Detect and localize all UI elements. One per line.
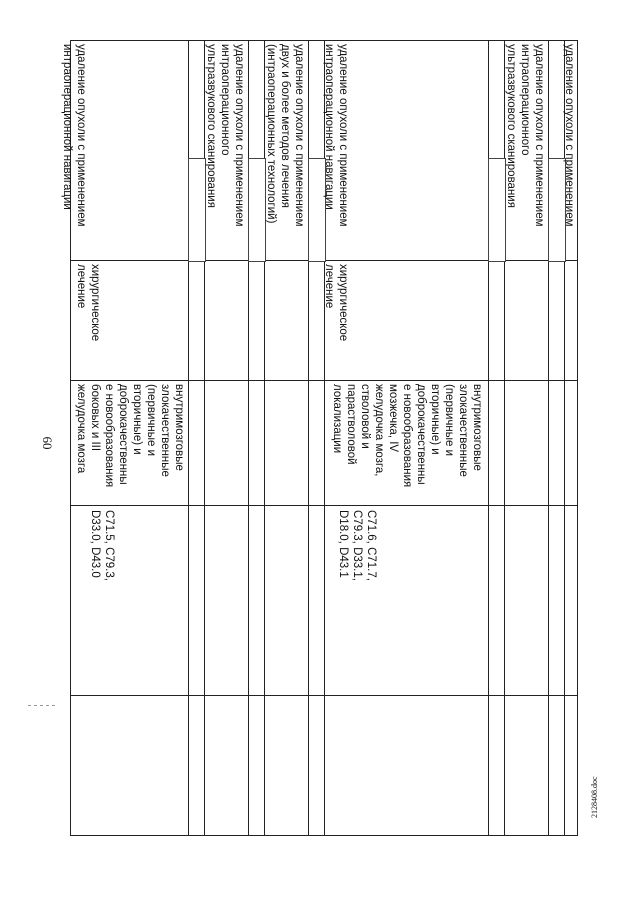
column-divider (70, 695, 578, 696)
row4-diagnosis: внутримозговые злокачественные (первичные и вторичные) и доброкачественны е новообразования мозжечка, IV желудочка мозга, стволовой и парастволовой локализации (331, 384, 483, 488)
treatment-table (61, 40, 578, 835)
margin-mark (28, 705, 58, 706)
row-divider (577, 40, 578, 835)
row1-method: удаление опухоли с применением интраоперационной навигации (61, 44, 87, 227)
row1-codes: C71.5, C79.3, D33.0, D43.0 (89, 510, 115, 581)
table-border-bottom (70, 835, 578, 836)
column-divider (70, 505, 578, 506)
row1-diagnosis: внутримозговые злокачественные (первичные и вторичные) и доброкачественны е новообразования боковых и III желудочка мозга (75, 384, 185, 488)
row4-method: удаление опухоли с применением интраоперационной навигации (323, 44, 349, 227)
column-divider (70, 380, 578, 381)
row4-codes: C71.6, C71.7, C79.3, D33.1, D18.0, D43.1 (337, 510, 377, 581)
row4-treatment: хирургическое лечение (323, 264, 349, 342)
row6-method: удаление опухоли с применением (563, 44, 575, 227)
row1-treatment: хирургическое лечение (75, 264, 101, 342)
row3-method: удаление опухоли с применением двух и более методов лечения (интраоперационных технологий) (265, 44, 305, 227)
row5-method: удаление опухоли с применением интраоперационного ультразвукового сканирования (505, 44, 545, 227)
page-number: 60 (40, 436, 55, 450)
row2-method: удаление опухоли с применением интраоперационного ультразвукового сканирования (205, 44, 245, 227)
file-label: 2128408.doc (590, 776, 599, 818)
